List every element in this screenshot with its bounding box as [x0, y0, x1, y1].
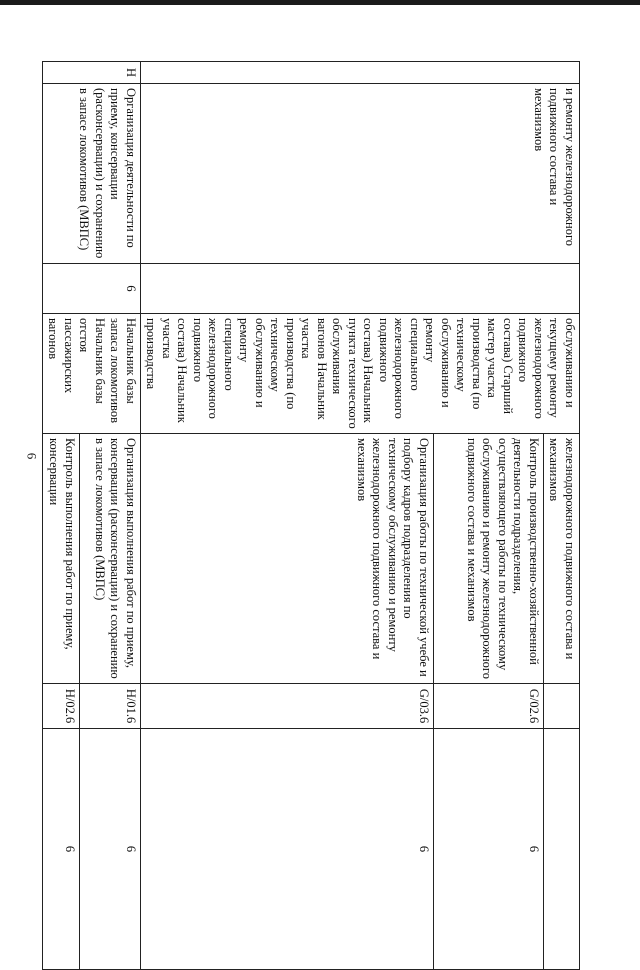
task-level-cell: 6 [79, 729, 140, 970]
code-cell [141, 62, 580, 84]
function-cell: Организация деятельности по приему, консервации (расконсервации) и сохранению в запасе локомотивов (МВПС) [43, 84, 141, 264]
code-cell: H [43, 62, 141, 84]
rotated-table-sheet [46, 61, 580, 969]
task-cell: Контроль выполнения работ по приему, консервации [43, 434, 80, 684]
task-cell: Организация работы по технической учебе и подбору кадров подразделения по техническому обслуживанию и ремонту железнодорожного подвижного состава и механизмов [141, 434, 434, 684]
task-level-cell: 6 [141, 729, 434, 970]
positions-cell: Начальник базы запаса локомотивов Начальник базы отстоя пассажирских вагонов [43, 314, 141, 434]
task-cell: железнодорожного подвижного состава и механизмов [544, 434, 580, 684]
page-number: 6 [24, 452, 40, 460]
task-level-cell: 6 [43, 729, 80, 970]
top-border-line [0, 0, 640, 5]
level-cell: 6 [43, 264, 141, 314]
positions-cell: обслуживанию и текущему ремонту железнодорожного подвижного состава) Старший мастер участка производства (по техническому обслуживанию и ремонту специального железнодорожного подвижного состава) Начальник пункта технического обслуживания вагонов Начальник участка производства (по техническому обслуживанию и ремонту специального железнодорожного подвижного состава) Начальник участка производства [141, 314, 580, 434]
task-cell: Контроль производственно-хозяйственной деятельности подразделения, осуществляющего работы по техническому обслуживанию и ремонту железнодорожного подвижного состава и механизмов [434, 434, 544, 684]
task-code-cell: G/02.6 [434, 684, 544, 729]
table-row [79, 62, 140, 970]
task-level-cell [544, 729, 580, 970]
task-code-cell: H/02.6 [43, 684, 80, 729]
task-code-cell [544, 684, 580, 729]
task-code-cell: H/01.6 [79, 684, 140, 729]
function-cell: и ремонту железнодорожного подвижного состава и механизмов [141, 84, 580, 264]
level-cell [141, 264, 580, 314]
task-cell: Организация выполнения работ по приему, консервации (расконсервации) и сохранению в запасе локомотивов (МВПС) [79, 434, 140, 684]
table-row [544, 62, 580, 970]
functions-table [42, 61, 580, 970]
task-code-cell: G/03.6 [141, 684, 434, 729]
task-level-cell: 6 [434, 729, 544, 970]
